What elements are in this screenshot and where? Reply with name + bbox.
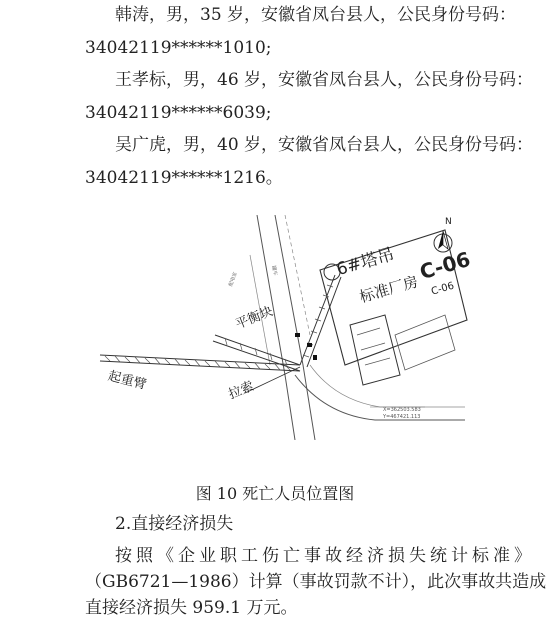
victim-marker-1 (295, 333, 300, 337)
tower-crane-label: 6#塔吊 (334, 244, 397, 281)
factory-annex (350, 315, 400, 385)
boom-label: 起重臂 (106, 368, 148, 393)
person-1-id: 34042119******1010; (85, 38, 272, 58)
victim-marker-2 (307, 343, 312, 347)
section-paragraph-line1: 按照《企业职工伤亡事故经济损失统计标准》 (115, 546, 535, 566)
victim-marker-3 (313, 355, 317, 360)
counterweight-label: 平衡块 (233, 304, 276, 333)
section-paragraph-line3: 直接经济损失 959.1 万元。 (85, 598, 298, 618)
north-arrow-icon (434, 231, 452, 252)
road-curve (295, 375, 465, 420)
person-1-line1: 韩涛，男，35 岁，安徽省凤台县人，公民身份号码： (115, 5, 517, 25)
factory-inner-block (395, 315, 455, 370)
road-edge-right (275, 215, 315, 440)
jib-chord-upper (215, 335, 300, 365)
coordinate-x: X=362503.583 (383, 407, 421, 413)
factory-label: 标准厂房 (357, 272, 421, 307)
person-2-line1: 王孝标，男，46 岁，安徽省凤台县人，公民身份号码： (115, 70, 534, 90)
person-2-id: 34042119******6039; (85, 103, 272, 123)
section-paragraph-line2: （GB6721—1986）计算（事故罚款不计），此次事故共造成 (85, 572, 547, 592)
site-diagram (95, 215, 475, 440)
boom-upper-chord (100, 355, 300, 365)
coordinate-y: Y=467421.113 (383, 414, 421, 420)
zone-label-small: C-06 (430, 280, 456, 298)
person-3-id: 34042119******1216。 (85, 168, 283, 188)
small-label-tanker: 罐车 (270, 265, 279, 277)
annex-details (357, 328, 390, 365)
cable-label: 拉索 (226, 378, 257, 403)
mast-right (307, 277, 341, 367)
road-centerline (285, 215, 310, 335)
small-label-distribution-room: 配电室 (227, 271, 239, 288)
zone-label-large: C-06 (417, 246, 473, 285)
road-curve-inner (310, 365, 465, 407)
road-edge-left (257, 215, 295, 440)
north-label: N (445, 217, 452, 227)
figure-caption: 图 10 死亡人员位置图 (195, 484, 355, 503)
section-heading: 2.直接经济损失 (115, 514, 234, 534)
person-3-line1: 吴广虎，男，40 岁，安徽省凤台县人，公民身份号码： (115, 135, 534, 155)
